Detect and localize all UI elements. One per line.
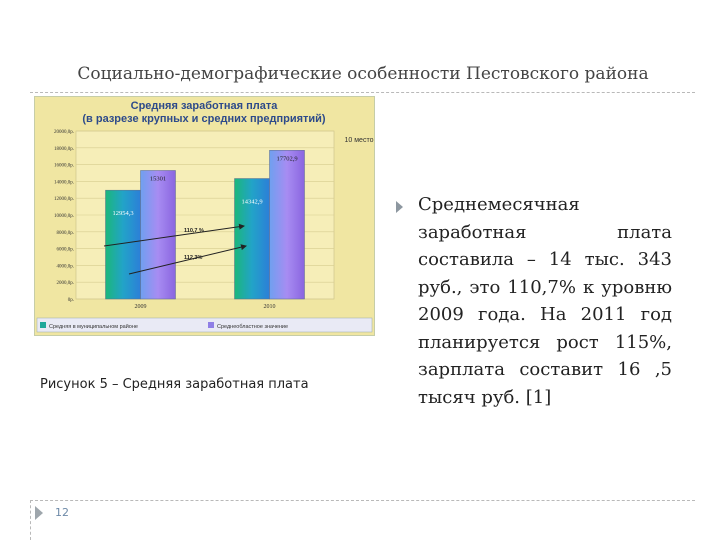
- corner-label: 10 место: [344, 137, 374, 144]
- slide-title: Социально-демографические особенности Пестовского района: [77, 64, 649, 84]
- y-tick-label: 8000,0р.: [56, 230, 74, 236]
- figure-caption: Рисунок 5 – Средняя заработная плата: [40, 377, 309, 392]
- y-tick-label: 4000,0р.: [56, 264, 74, 270]
- bar-2009-series-1: [141, 170, 176, 299]
- legend-swatch: [208, 322, 214, 328]
- legend-label: Средняя в муниципальном районе: [49, 324, 138, 330]
- salary-chart: [34, 96, 375, 336]
- annotation-label: 110,7 %: [184, 228, 204, 234]
- y-tick-label: 14000,0р.: [54, 180, 74, 186]
- page-number: 12: [55, 506, 69, 519]
- y-tick-label: 0р.: [67, 298, 74, 303]
- page-arrow-icon: [35, 506, 43, 520]
- x-tick-label: 2009: [134, 304, 147, 310]
- annotation-label: 112,3%: [184, 255, 203, 261]
- data-label: 12954,3: [112, 210, 134, 218]
- chart-svg: [34, 96, 375, 336]
- y-tick-label: 6000,0р.: [56, 247, 74, 253]
- chart-subtitle: (в разрезе крупных и средних предприятий): [82, 113, 326, 125]
- y-tick-label: 16000,0р.: [54, 163, 74, 169]
- data-label: 17702,9: [276, 155, 298, 163]
- y-tick-label: 12000,0р.: [54, 197, 74, 203]
- y-tick-label: 18000,0р.: [54, 146, 74, 152]
- legend-swatch: [40, 322, 46, 328]
- footer-divider: [30, 500, 31, 540]
- y-tick-label: 10000,0р.: [54, 214, 74, 219]
- data-label: 15301: [149, 175, 167, 183]
- x-tick-label: 2010: [263, 304, 276, 310]
- body-paragraph: Среднемесячная заработная плата составила – 14 тыс. 343 руб., это 110,7% к уровню 2009 года. На 2011 год планируется рост 115%, зарплата составит 16 ,5 тысяч руб. [1]: [418, 194, 672, 408]
- y-tick-label: 20000,0р.: [54, 130, 74, 135]
- y-tick-label: 2000,0р.: [56, 281, 74, 287]
- bullet-arrow-icon: [396, 201, 403, 213]
- bar-2010-series-0: [235, 179, 270, 299]
- data-label: 14342,9: [241, 198, 263, 206]
- bar-2010-series-1: [270, 150, 305, 299]
- top-divider: [30, 92, 695, 93]
- bottom-divider: [30, 500, 695, 501]
- legend-label: Среднеобластное значение: [217, 324, 289, 330]
- chart-title: Средняя заработная плата: [130, 100, 278, 112]
